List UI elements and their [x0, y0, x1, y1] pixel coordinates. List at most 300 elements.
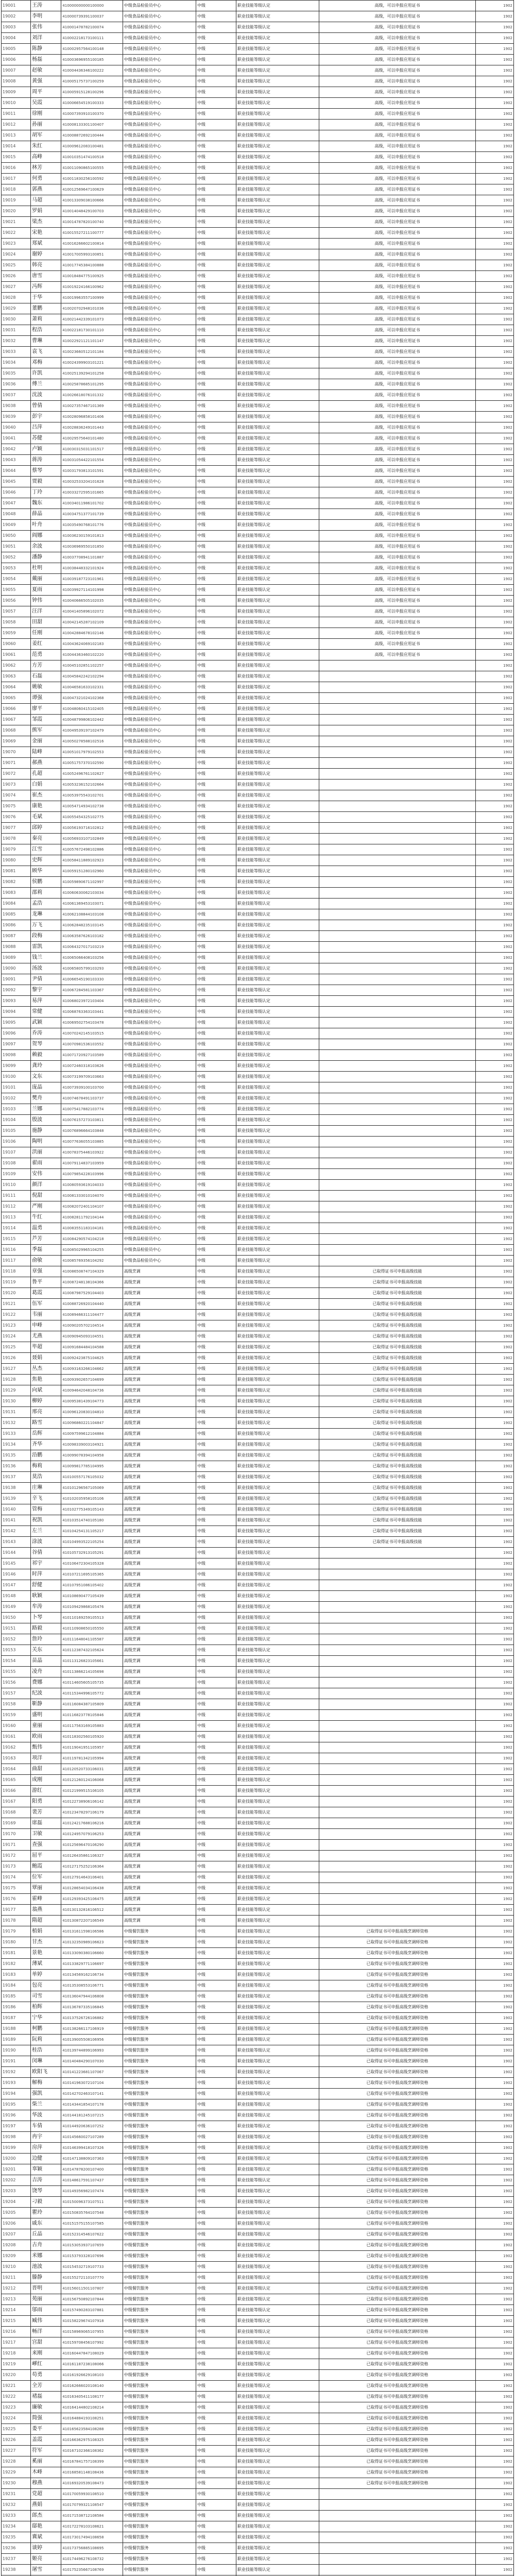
batch-code: 1902 [476, 1256, 514, 1266]
record-id: 19159 [2, 1710, 31, 1721]
remark: 已取得证书可申报高级技能 [319, 1299, 475, 1310]
remark [319, 1126, 475, 1137]
remark: 已取得证书可申报高级技能 [319, 1450, 475, 1461]
person-name: 祝凯 [31, 1515, 61, 1526]
remark: 已取得证书可申报高级烹调师资格 [319, 2478, 475, 2489]
record-id: 19202 [2, 2175, 31, 2186]
occupation: 职业技能等级认定 [236, 2251, 319, 2262]
skill-level: 中级 [196, 1234, 236, 1245]
skill-level: 中级 [196, 1, 236, 11]
training-org: 中级食品检验员中心 [123, 422, 196, 433]
record-id: 19036 [2, 379, 31, 390]
occupation: 职业技能等级认定 [236, 1634, 319, 1645]
training-org: 中级食品检验员中心 [123, 531, 196, 541]
training-org: 中级食品检验员中心 [123, 974, 196, 985]
occupation: 职业技能等级认定 [236, 433, 319, 444]
person-name: 邸艳 [31, 2521, 61, 2532]
skill-level: 中级 [196, 2229, 236, 2240]
batch-code: 1902 [476, 1764, 514, 1775]
certificate-number: 410170059930108510 [61, 2489, 123, 2500]
person-name: 曲甜 [31, 1764, 61, 1775]
person-name: 薛晶 [31, 509, 61, 520]
training-org: 高级烹调 [123, 1677, 196, 1688]
occupation: 职业技能等级认定 [236, 1786, 319, 1797]
table-row [2, 152, 514, 163]
skill-level: 中级 [196, 2446, 236, 2456]
training-org: 高级烹调 [123, 1320, 196, 1331]
person-name: 奚丽 [31, 2456, 61, 2467]
certificate-number: 410092423875104625 [61, 1353, 123, 1364]
skill-level: 中级 [196, 444, 236, 455]
batch-code: 1902 [476, 2240, 514, 2251]
record-id: 19061 [2, 650, 31, 660]
remark: 已取得证书可申报高级技能 [319, 1320, 475, 1331]
training-org: 高级烹调 [123, 1385, 196, 1396]
training-org: 高级烹调 [123, 1623, 196, 1634]
remark: 已取得证书可申报高级烹调师资格 [319, 2446, 475, 2456]
occupation: 职业技能等级认定 [236, 2337, 319, 2348]
certificate-number: 410086508747104329 [61, 1266, 123, 1277]
training-org: 中级餐饮服务 [123, 2045, 196, 2056]
remark [319, 1093, 475, 1104]
certificate-number: 410102775349105143 [61, 1504, 123, 1515]
remark [319, 2543, 475, 2554]
person-name: 宋艳 [31, 228, 61, 239]
record-id: 19194 [2, 2089, 31, 2099]
occupation: 职业技能等级认定 [236, 152, 319, 163]
person-name: 简强 [31, 2413, 61, 2424]
record-id: 19068 [2, 725, 31, 736]
certificate-number: 410116823778105846 [61, 1710, 123, 1721]
batch-code: 1902 [476, 2327, 514, 2337]
record-id: 19165 [2, 1775, 31, 1786]
batch-code: 1902 [476, 1905, 514, 1916]
training-org: 中级食品检验员中心 [123, 1201, 196, 1212]
training-org: 中级餐饮服务 [123, 2500, 196, 2511]
skill-level: 中级 [196, 520, 236, 531]
remark: 已取得证书可申报高级技能 [319, 1429, 475, 1439]
table-row [2, 2370, 514, 2381]
table-row [2, 2013, 514, 2024]
person-name: 褚磊 [31, 2392, 61, 2402]
table-row [2, 271, 514, 282]
occupation: 职业技能等级认定 [236, 2218, 319, 2229]
table-row [2, 617, 514, 628]
batch-code: 1902 [476, 2392, 514, 2402]
remark: 已取得证书可申报高级技能 [319, 1439, 475, 1450]
remark: 已取得证书可申报高级烹调师资格 [319, 2121, 475, 2132]
skill-level: 中级 [196, 1104, 236, 1115]
training-org: 中级食品检验员中心 [123, 498, 196, 509]
training-org: 中级食品检验员中心 [123, 130, 196, 141]
record-id: 19171 [2, 1840, 31, 1851]
skill-level: 中级 [196, 531, 236, 541]
skill-level: 中级 [196, 358, 236, 368]
record-id: 19141 [2, 1515, 31, 1526]
certificate-number: 410098339003104921 [61, 1439, 123, 1450]
person-name: 古舟 [31, 2240, 61, 2251]
batch-code: 1902 [476, 2478, 514, 2489]
certificate-number: 410003696955100185 [61, 55, 123, 65]
remark: 已取得证书可申报高级烹调师资格 [319, 1970, 475, 1980]
certificate-number: 410057672498102886 [61, 844, 123, 855]
occupation: 职业技能等级认定 [236, 11, 319, 22]
record-id: 19214 [2, 2305, 31, 2316]
skill-level: 中级 [196, 2392, 236, 2402]
skill-level: 中级 [196, 1461, 236, 1472]
training-org: 中级食品检验员中心 [123, 303, 196, 314]
training-org: 中级食品检验员中心 [123, 747, 196, 758]
batch-code: 1902 [476, 1407, 514, 1418]
person-name: 冀斌 [31, 2532, 61, 2543]
table-row [2, 747, 514, 758]
occupation: 职业技能等级认定 [236, 1461, 319, 1472]
certificate-number: 410012569647100629 [61, 184, 123, 195]
person-name: 戴丽 [31, 574, 61, 585]
person-name: 龚玲 [31, 1061, 61, 1072]
certificate-number: 410022181730101110 [61, 325, 123, 336]
occupation: 职业技能等级认定 [236, 65, 319, 76]
certificate-number: 410169320539108473 [61, 2478, 123, 2489]
certificate-number: 410093902657104699 [61, 1375, 123, 1385]
person-name: 屠雪 [31, 2565, 61, 2575]
table-row [2, 866, 514, 877]
training-org: 中级食品检验员中心 [123, 271, 196, 282]
person-name: 贺琴 [31, 1039, 61, 1050]
table-row [2, 2305, 514, 2316]
training-org: 中级餐饮服务 [123, 2024, 196, 2035]
batch-code: 1902 [476, 899, 514, 909]
certificate-number: 410107951086105402 [61, 1580, 123, 1591]
batch-code: 1902 [476, 1126, 514, 1137]
occupation: 职业技能等级认定 [236, 660, 319, 671]
occupation: 职业技能等级认定 [236, 2489, 319, 2500]
certificate-number: 410102035958105106 [61, 1494, 123, 1504]
remark [319, 1851, 475, 1861]
batch-code: 1902 [476, 985, 514, 996]
record-id: 19079 [2, 844, 31, 855]
batch-code: 1902 [476, 1429, 514, 1439]
person-name: 石磊 [31, 671, 61, 682]
record-id: 19232 [2, 2500, 31, 2511]
certificate-number: 410172278103108621 [61, 2521, 123, 2532]
skill-level: 中级 [196, 1515, 236, 1526]
certificate-number: 410051757370102590 [61, 758, 123, 769]
remark [319, 2521, 475, 2532]
batch-code: 1902 [476, 2089, 514, 2099]
table-row [2, 347, 514, 358]
remark: 已取得证书可申报高级烹调师资格 [319, 2359, 475, 2370]
occupation: 职业技能等级认定 [236, 2186, 319, 2197]
certificate-number: 410022921121101147 [61, 336, 123, 347]
person-name: 沈波 [31, 390, 61, 401]
person-name: 翟雨 [31, 1158, 61, 1169]
person-name: 柴兰 [31, 2099, 61, 2110]
remark: 已取得证书可申报高级技能 [319, 1407, 475, 1418]
table-row [2, 509, 514, 520]
certificate-number: 410162666020108140 [61, 2381, 123, 2392]
batch-code: 1902 [476, 2078, 514, 2089]
remark: 已取得证书可申报高级烹调师资格 [319, 2208, 475, 2218]
record-id: 19038 [2, 401, 31, 412]
record-id: 19160 [2, 1721, 31, 1732]
table-row [2, 1883, 514, 1894]
training-org: 中级食品检验员中心 [123, 650, 196, 660]
table-row [2, 1872, 514, 1883]
occupation: 职业技能等级认定 [236, 877, 319, 888]
remark: 已取得证书可申报高级烹调师资格 [319, 2283, 475, 2294]
training-org: 中级食品检验员中心 [123, 899, 196, 909]
batch-code: 1902 [476, 2110, 514, 2121]
remark [319, 2511, 475, 2521]
remark [319, 725, 475, 736]
record-id: 19060 [2, 639, 31, 650]
skill-level: 中级 [196, 1558, 236, 1569]
table-row [2, 715, 514, 725]
skill-level: 中级 [196, 55, 236, 65]
person-name: 娄平 [31, 2424, 61, 2435]
person-name: 陶明 [31, 1137, 61, 1147]
person-name: 华波 [31, 2110, 61, 2121]
batch-code: 1902 [476, 65, 514, 76]
occupation: 职业技能等级认定 [236, 585, 319, 596]
training-org: 高级烹调 [123, 1429, 196, 1439]
occupation: 职业技能等级认定 [236, 1126, 319, 1137]
certificate-number: 410087987529104403 [61, 1288, 123, 1299]
record-id: 19117 [2, 1256, 31, 1266]
person-name: 岳辉 [31, 1429, 61, 1439]
remark: 高级，可以申报应用证书 [319, 109, 475, 120]
certificate-number: 410052496761102627 [61, 769, 123, 779]
certificate-number: 410164884193108251 [61, 2413, 123, 2424]
occupation: 职业技能等级认定 [236, 769, 319, 779]
table-row [2, 239, 514, 249]
occupation: 职业技能等级认定 [236, 1775, 319, 1786]
certificate-number: 410008133301100407 [61, 120, 123, 130]
record-id: 19073 [2, 779, 31, 790]
table-row [2, 2381, 514, 2392]
occupation: 职业技能等级认定 [236, 184, 319, 195]
remark [319, 715, 475, 725]
skill-level: 中级 [196, 2143, 236, 2154]
occupation: 职业技能等级认定 [236, 520, 319, 531]
batch-code: 1902 [476, 1710, 514, 1721]
person-name: 于华 [31, 293, 61, 303]
person-name: 谢婷 [31, 249, 61, 260]
remark [319, 1256, 475, 1266]
person-name: 姬亮 [31, 2554, 61, 2565]
training-org: 中级食品检验员中心 [123, 996, 196, 1007]
batch-code: 1902 [476, 2381, 514, 2392]
record-id: 19118 [2, 1266, 31, 1277]
remark [319, 899, 475, 909]
occupation: 职业技能等级认定 [236, 228, 319, 239]
record-id: 19218 [2, 2348, 31, 2359]
table-row [2, 2456, 514, 2467]
certificate-number: 410014787820100740 [61, 217, 123, 228]
occupation: 职业技能等级认定 [236, 704, 319, 715]
training-org: 中级食品检验员中心 [123, 433, 196, 444]
batch-code: 1902 [476, 2500, 514, 2511]
person-name: 万飞 [31, 920, 61, 931]
remark [319, 1548, 475, 1558]
person-name: 桂浩 [31, 2045, 61, 2056]
batch-code: 1902 [476, 963, 514, 974]
person-name: 曹琳 [31, 336, 61, 347]
record-id: 19185 [2, 1991, 31, 2002]
certificate-number: 410050278588102516 [61, 736, 123, 747]
certificate-number: 410049539197102479 [61, 725, 123, 736]
table-row [2, 2283, 514, 2294]
training-org: 中级餐饮服务 [123, 1991, 196, 2002]
certificate-number: 410084290574104218 [61, 1234, 123, 1245]
record-id: 19128 [2, 1375, 31, 1385]
record-id: 19208 [2, 2240, 31, 2251]
remark [319, 855, 475, 866]
person-name: 吉涛 [31, 2175, 61, 2186]
person-name: 兰娜 [31, 1104, 61, 1115]
occupation: 职业技能等级认定 [236, 1807, 319, 1818]
record-id: 19195 [2, 2099, 31, 2110]
training-org: 中级食品检验员中心 [123, 671, 196, 682]
batch-code: 1902 [476, 2413, 514, 2424]
person-name: 傅兰 [31, 379, 61, 390]
person-name: 魏东 [31, 498, 61, 509]
person-name: 项洋 [31, 1753, 61, 1764]
batch-code: 1902 [476, 152, 514, 163]
table-row [2, 693, 514, 704]
batch-code: 1902 [476, 888, 514, 899]
batch-code: 1902 [476, 1093, 514, 1104]
occupation: 职业技能等级认定 [236, 812, 319, 823]
batch-code: 1902 [476, 1234, 514, 1245]
skill-level: 中级 [196, 2565, 236, 2575]
person-name: 管梅 [31, 1504, 61, 1515]
training-org: 中级食品检验员中心 [123, 76, 196, 87]
occupation: 职业技能等级认定 [236, 2143, 319, 2154]
training-org: 中级餐饮服务 [123, 2218, 196, 2229]
certificate-number: 410125696470106290 [61, 1840, 123, 1851]
occupation: 职业技能等级认定 [236, 552, 319, 563]
skill-level: 中级 [196, 1299, 236, 1310]
batch-code: 1902 [476, 2294, 514, 2305]
skill-level: 中级 [196, 1818, 236, 1829]
training-org: 高级烹调 [123, 1331, 196, 1342]
training-org: 中级食品检验员中心 [123, 855, 196, 866]
remark: 高级，可以申报应用证书 [319, 282, 475, 293]
record-id: 19099 [2, 1061, 31, 1072]
remark [319, 747, 475, 758]
remark: 已取得证书可申报高级烹调师资格 [319, 2056, 475, 2067]
certificate-number: 410078375446103922 [61, 1147, 123, 1158]
certificate-number: 410147878200107400 [61, 2164, 123, 2175]
certificate-number: 410117563169105883 [61, 1721, 123, 1732]
training-org: 高级烹调 [123, 1797, 196, 1807]
batch-code: 1902 [476, 1959, 514, 1970]
person-name: 纪波 [31, 1688, 61, 1699]
record-id: 19130 [2, 1396, 31, 1407]
remark [319, 1829, 475, 1840]
batch-code: 1902 [476, 639, 514, 650]
skill-level: 中级 [196, 2132, 236, 2143]
occupation: 职业技能等级认定 [236, 693, 319, 704]
certificate-number: 410000000000100000 [61, 1, 123, 11]
batch-code: 1902 [476, 1775, 514, 1786]
table-row [2, 498, 514, 509]
remark [319, 1018, 475, 1028]
person-name: 游红 [31, 1786, 61, 1797]
occupation: 职业技能等级认定 [236, 2532, 319, 2543]
skill-level: 中级 [196, 693, 236, 704]
record-id: 19032 [2, 336, 31, 347]
batch-code: 1902 [476, 2164, 514, 2175]
batch-code: 1902 [476, 2489, 514, 2500]
remark [319, 1039, 475, 1050]
training-org: 中级餐饮服务 [123, 2467, 196, 2478]
certificate-number: 410091684484104588 [61, 1342, 123, 1353]
record-id: 19088 [2, 942, 31, 953]
person-name: 耿颖 [31, 1591, 61, 1602]
occupation: 职业技能等级认定 [236, 1256, 319, 1266]
occupation: 职业技能等级认定 [236, 206, 319, 217]
training-org: 中级食品检验员中心 [123, 574, 196, 585]
table-row [2, 249, 514, 260]
batch-code: 1902 [476, 769, 514, 779]
person-name: 唐雪 [31, 271, 61, 282]
certificate-number: 410113126823105661 [61, 1656, 123, 1667]
remark [319, 1061, 475, 1072]
certificate-number: 410051017979102553 [61, 747, 123, 758]
training-org: 中级餐饮服务 [123, 2316, 196, 2327]
table-row [2, 974, 514, 985]
skill-level: 中级 [196, 1277, 236, 1288]
batch-code: 1902 [476, 2402, 514, 2413]
batch-code: 1902 [476, 1656, 514, 1667]
record-id: 19170 [2, 1829, 31, 1840]
remark: 已取得证书可申报高级烹调师资格 [319, 2002, 475, 2013]
batch-code: 1902 [476, 55, 514, 65]
table-row [2, 1688, 514, 1699]
person-name: 靳静 [31, 1699, 61, 1710]
person-name: 费娜 [31, 1677, 61, 1688]
record-id: 19139 [2, 1494, 31, 1504]
batch-code: 1902 [476, 509, 514, 520]
certificate-number: 410121260124106068 [61, 1775, 123, 1786]
occupation: 职业技能等级认定 [236, 1905, 319, 1916]
table-row [2, 1699, 514, 1710]
person-name: 戚东 [31, 2218, 61, 2229]
record-id: 19174 [2, 1872, 31, 1883]
remark: 高级，可以申报应用证书 [319, 1, 475, 11]
person-name: 汪洋 [31, 606, 61, 617]
batch-code: 1902 [476, 76, 514, 87]
batch-code: 1902 [476, 249, 514, 260]
certificate-number: 410115344996105772 [61, 1688, 123, 1699]
table-row [2, 1613, 514, 1623]
table-row [2, 563, 514, 574]
remark: 已取得证书可申报高级烹调师资格 [319, 2197, 475, 2208]
table-row [2, 585, 514, 596]
batch-code: 1902 [476, 109, 514, 120]
certificate-number: 410113866214105698 [61, 1667, 123, 1677]
batch-code: 1902 [476, 779, 514, 790]
skill-level: 中级 [196, 563, 236, 574]
skill-level: 中级 [196, 1245, 236, 1256]
batch-code: 1902 [476, 617, 514, 628]
remark [319, 1677, 475, 1688]
occupation: 职业技能等级认定 [236, 2197, 319, 2208]
certificate-number: 410093163266104662 [61, 1364, 123, 1375]
